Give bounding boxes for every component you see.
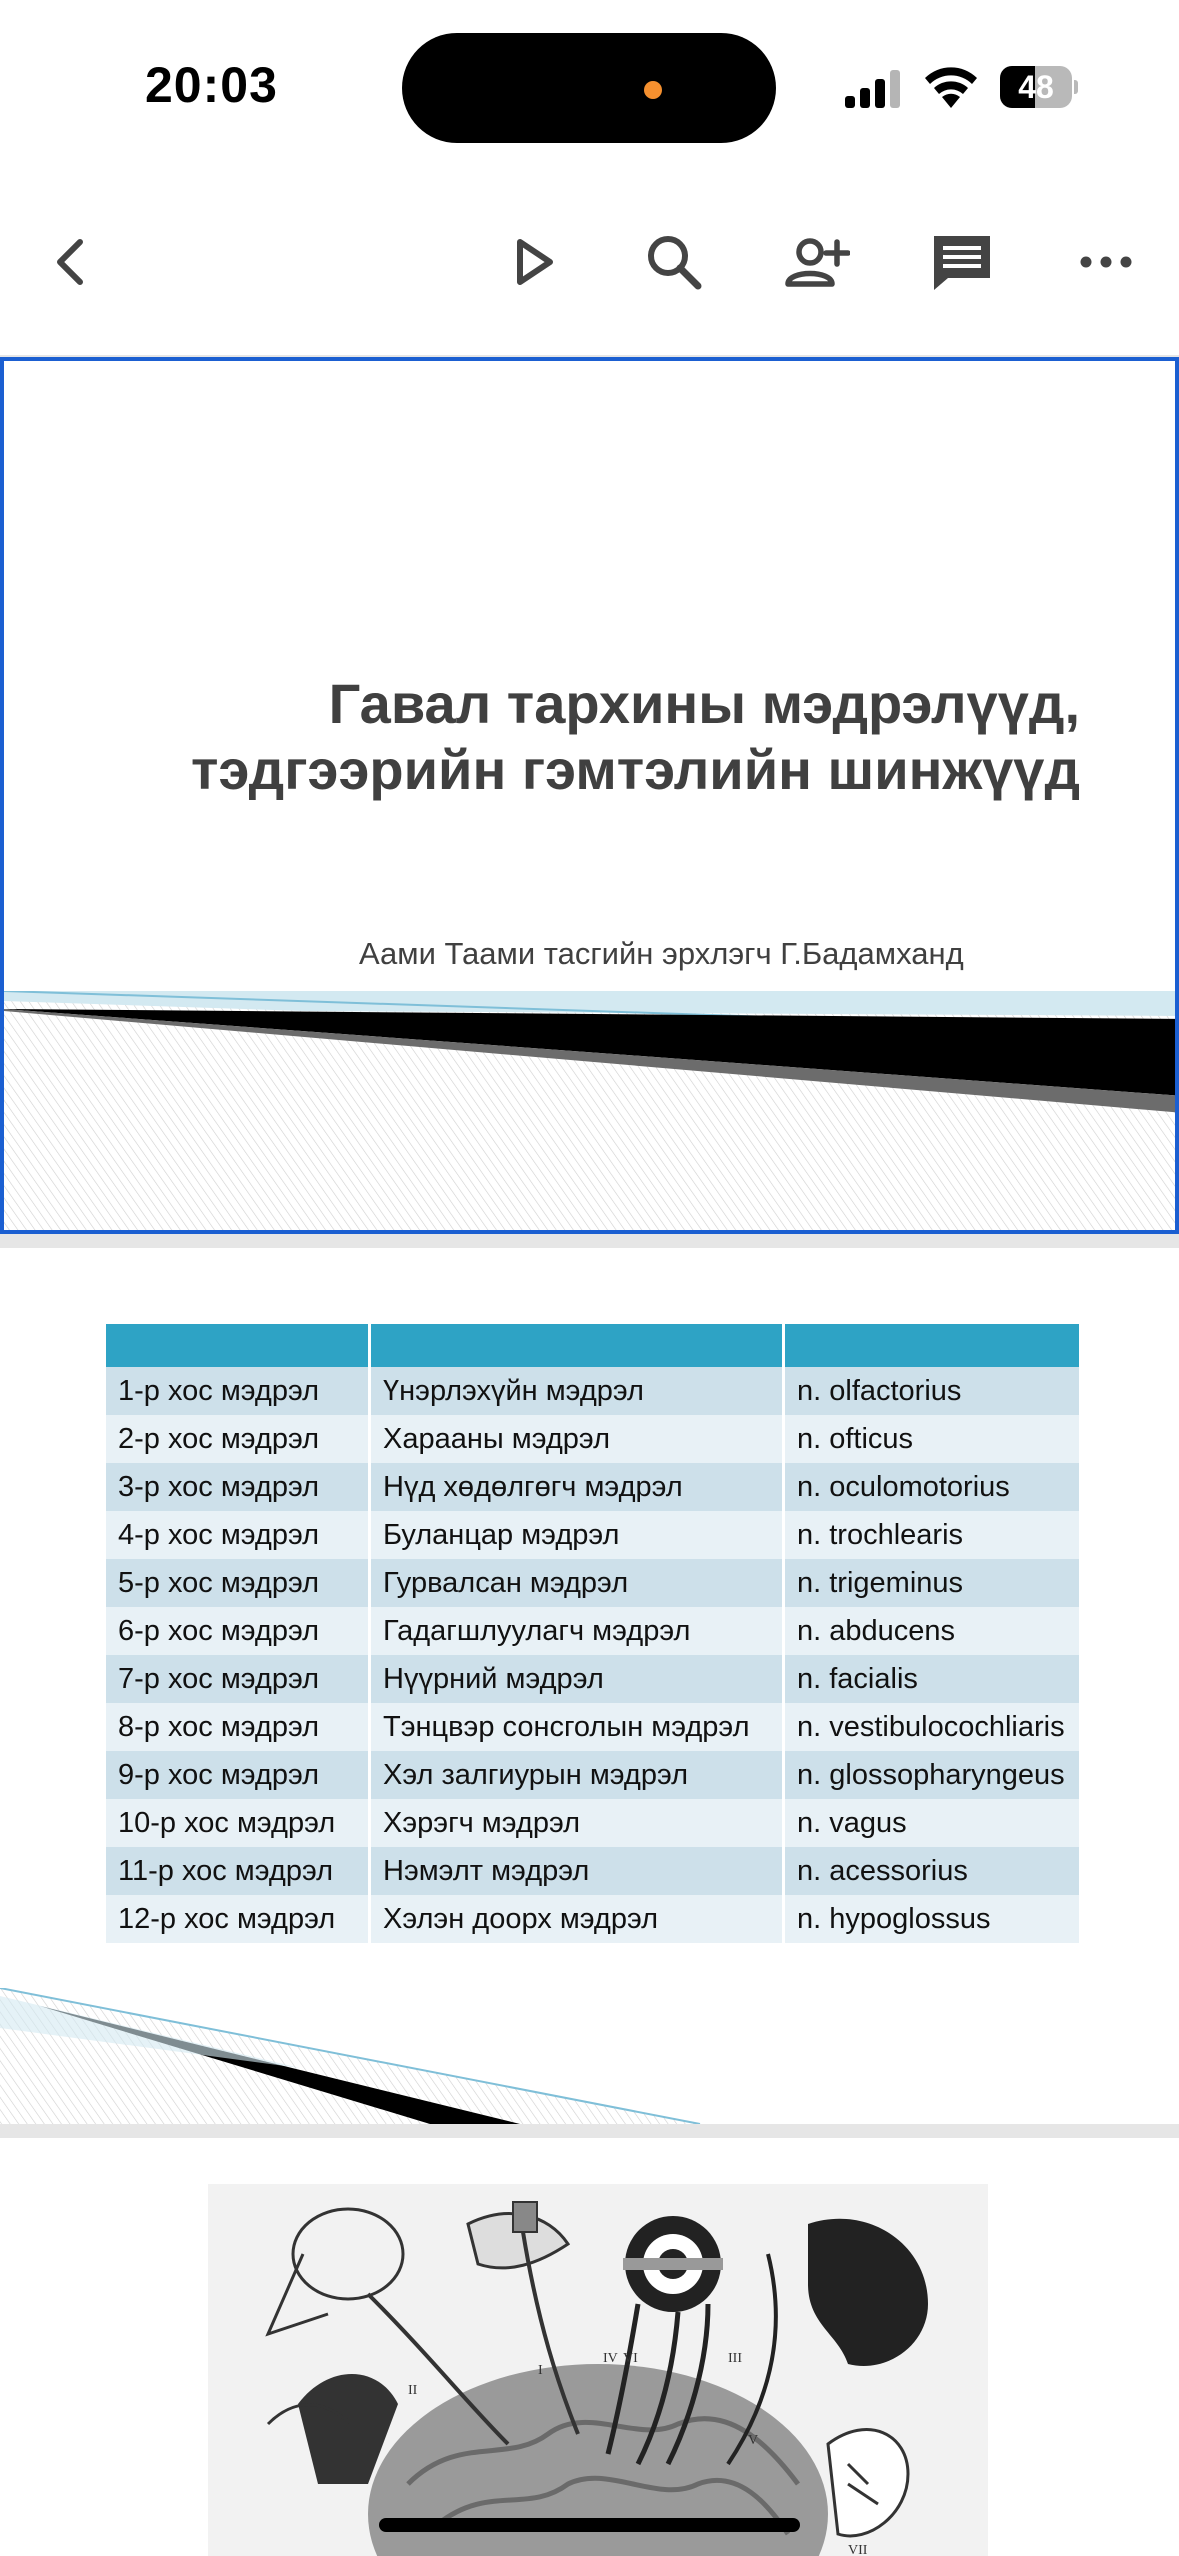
table-row: 5-р хос мэдрэл Гурвалсан мэдрэл n. trigeminus xyxy=(106,1559,1079,1607)
nerve-label: VII xyxy=(848,2543,868,2556)
battery-icon xyxy=(1000,66,1076,108)
status-time: 20:03 xyxy=(145,57,278,113)
wifi-icon xyxy=(922,64,980,110)
table-row: 2-р хос мэдрэл Харааны мэдрэл n. ofticus xyxy=(106,1415,1079,1463)
table-row: 9-р хос мэдрэл Хэл залгиурын мэдрэл n. glossopharyngeus xyxy=(106,1751,1079,1799)
nerve-label: I xyxy=(538,2363,543,2378)
table-row: 11-р хос мэдрэл Нэмэлт мэдрэл n. acessorius xyxy=(106,1847,1079,1895)
present-play-icon[interactable] xyxy=(500,228,568,296)
table-row: 10-р хос мэдрэл Хэрэгч мэдрэл n. vagus xyxy=(106,1799,1079,1847)
cranial-nerves-diagram xyxy=(208,2184,988,2556)
cranial-nerves-table xyxy=(106,1324,1079,1943)
nerve-label: II xyxy=(408,2383,418,2398)
slide-decoration xyxy=(0,1988,1179,2124)
nerve-label: VI xyxy=(623,2351,638,2366)
table-row: 12-р хос мэдрэл Хэлэн доорх мэдрэл n. hypoglossus xyxy=(106,1895,1079,1943)
privacy-indicator-dot xyxy=(644,81,662,99)
slide-decoration xyxy=(4,991,1179,1234)
dynamic-island xyxy=(402,33,776,143)
table-row: 3-р хос мэдрэл Нүд хөдөлгөгч мэдрэл n. oculomotorius xyxy=(106,1463,1079,1511)
cellular-signal-icon xyxy=(845,70,905,110)
home-indicator[interactable] xyxy=(379,2518,800,2532)
table-row: 8-р хос мэдрэл Тэнцвэр сонсголын мэдрэл n. vestibulocochliaris xyxy=(106,1703,1079,1751)
slide-subtitle: Аами Таами тасгийн эрхлэгч Г.Бадамханд xyxy=(359,936,964,971)
nerve-label: IV xyxy=(603,2351,618,2366)
search-icon[interactable] xyxy=(640,228,708,296)
nerve-label: V xyxy=(748,2433,759,2448)
back-arrow-icon[interactable] xyxy=(38,228,106,296)
comments-icon[interactable] xyxy=(928,228,996,296)
more-options-icon[interactable] xyxy=(1072,228,1140,296)
table-header-row xyxy=(106,1324,1079,1367)
battery-level: 48 xyxy=(1018,69,1054,105)
table-row: 6-р хос мэдрэл Гадагшлуулагч мэдрэл n. abducens xyxy=(106,1607,1079,1655)
slide-thumbnail-1[interactable] xyxy=(0,357,1179,1234)
table-row: 1-р хос мэдрэл Үнэрлэхүйн мэдрэл n. olfactorius xyxy=(106,1367,1079,1415)
document-toolbar xyxy=(0,170,1179,355)
slide-title: Гавал тархины мэдрэлүүд, тэдгээрийн гэмтэлийн шинжүүд xyxy=(191,672,1080,801)
add-person-icon[interactable] xyxy=(782,228,850,296)
nerve-label: III xyxy=(728,2351,742,2366)
table-row: 4-р хос мэдрэл Буланцар мэдрэл n. trochlearis xyxy=(106,1511,1079,1559)
slide-thumbnail-2[interactable] xyxy=(0,1248,1179,2124)
slide-thumbnail-3[interactable] xyxy=(0,2138,1179,2556)
status-bar xyxy=(0,0,1179,170)
table-row: 7-р хос мэдрэл Нүүрний мэдрэл n. facialis xyxy=(106,1655,1079,1703)
